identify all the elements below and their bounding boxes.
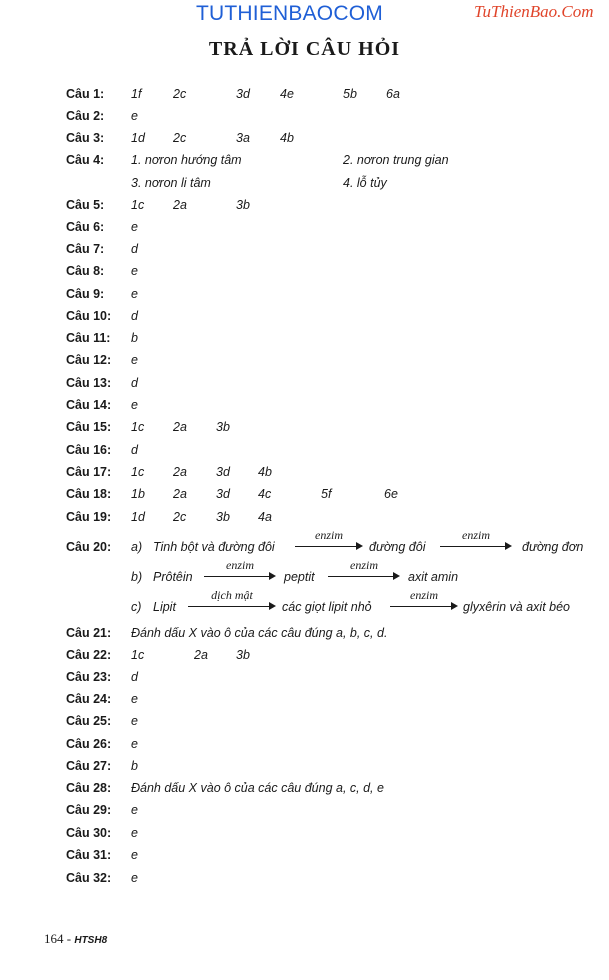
question-label: Câu 4: [66, 153, 105, 167]
question-label: Câu 21: [66, 626, 112, 640]
answer: 5f [321, 487, 332, 501]
answer: Đánh dấu X vào ô của các câu đúng a, c, d, e [131, 781, 384, 795]
question-row [0, 398, 609, 418]
answer: 4e [280, 87, 294, 101]
answer: 5b [343, 87, 357, 101]
q20c-mid: các giọt lipit nhỏ [282, 600, 372, 614]
page-title: TRẢ LỜI CÂU HỎI [208, 38, 401, 60]
answer: 3. nơron li tâm [131, 176, 211, 190]
question-row [0, 264, 609, 284]
answer: 4b [280, 131, 294, 145]
answer: e [131, 692, 138, 706]
answer: Đánh dấu X vào ô của các câu đúng a, b, c, d. [131, 626, 388, 640]
q20a-arrow2 [440, 528, 512, 552]
answer: 2a [173, 465, 187, 479]
question-label: Câu 24: [66, 692, 112, 706]
answer: e [131, 714, 138, 728]
question-label: Câu 11: [66, 331, 111, 345]
question-row [0, 220, 609, 240]
question-row [0, 781, 609, 801]
answer: e [131, 871, 138, 885]
question-label: Câu 27: [66, 759, 112, 773]
question-label: Câu 26: [66, 737, 112, 751]
q20a-end: đường đơn [522, 540, 584, 554]
answer: e [131, 287, 138, 301]
answer: 2c [173, 87, 187, 101]
question-label: Câu 3: [66, 131, 105, 145]
answer: 6a [386, 87, 400, 101]
question-label: Câu 7: [66, 242, 105, 256]
question-row [0, 331, 609, 351]
question-label: Câu 15: [66, 420, 112, 434]
question-row [0, 714, 609, 734]
answer: 1d [131, 131, 145, 145]
answer: d [131, 443, 138, 457]
answer: 2c [173, 510, 187, 524]
answer: d [131, 376, 138, 390]
question-label: Câu 18: [66, 487, 112, 501]
answer: e [131, 220, 138, 234]
question-label: Câu 17: [66, 465, 112, 479]
q20a-start: Tinh bột và đường đôi [153, 540, 275, 554]
answer: d [131, 309, 138, 323]
answer: 4. lỗ tủy [343, 176, 387, 190]
question-row [0, 242, 609, 262]
answer: 3d [216, 465, 230, 479]
answer: 6e [384, 487, 398, 501]
answer: e [131, 264, 138, 278]
watermark-right: TuThienBao.Com [474, 2, 594, 21]
answer: 1f [131, 87, 142, 101]
answer: 2a [173, 198, 187, 212]
question-label: Câu 29: [66, 803, 112, 817]
question-label: Câu 8: [66, 264, 105, 278]
question-row [0, 376, 609, 396]
q20c-arrow1 [188, 588, 276, 612]
question-row [0, 826, 609, 846]
question-row [0, 443, 609, 463]
question-label: Câu 14: [66, 398, 112, 412]
question-label: Câu 2: [66, 109, 105, 123]
question-label: Câu 10: [66, 309, 112, 323]
answer: e [131, 848, 138, 862]
q20b-start: Prôtêin [153, 570, 193, 584]
question-label: Câu 30: [66, 826, 112, 840]
answer: e [131, 109, 138, 123]
answer: 1c [131, 465, 145, 479]
question-row [0, 109, 609, 129]
answer: 3b [216, 420, 230, 434]
question-row [0, 648, 609, 668]
q20c-arrow2-label: enzim [410, 588, 438, 602]
page-footer [44, 931, 107, 947]
answer: 2a [194, 648, 208, 662]
question-row [0, 759, 609, 779]
answer: e [131, 803, 138, 817]
answer: 3b [216, 510, 230, 524]
question-row [0, 87, 609, 107]
question-label: Câu 13: [66, 376, 112, 390]
question-row [0, 131, 609, 151]
q20a-arrow2-label: enzim [462, 528, 490, 542]
question-label: Câu 28: [66, 781, 112, 795]
q20c-end: glyxêrin và axit béo [463, 600, 571, 614]
q20a-arrow1-label: enzim [315, 528, 343, 542]
answer: 4b [258, 465, 272, 479]
q20c-start: Lipit [153, 600, 176, 614]
q20c-arrow2 [390, 588, 458, 612]
answer: 3b [236, 198, 250, 212]
question-row [0, 803, 609, 823]
question-label: Câu 12: [66, 353, 112, 367]
question-row [0, 487, 609, 507]
answer: b [131, 331, 138, 345]
q20b-arrow1-label: enzim [226, 558, 254, 572]
q20a-prefix: a) [131, 540, 143, 554]
question-label: Câu 6: [66, 220, 105, 234]
question-row [0, 510, 609, 530]
question-row [0, 287, 609, 307]
answer: 1c [131, 198, 145, 212]
answer: 4a [258, 510, 272, 524]
answer: b [131, 759, 138, 773]
question-row [0, 737, 609, 757]
answer: 2a [173, 487, 187, 501]
question-label: Câu 32: [66, 871, 112, 885]
page-number: 164 - [44, 931, 72, 946]
watermark-left: TUTHIENBAOCOM [196, 2, 383, 25]
answer: d [131, 242, 138, 256]
answer: 3a [236, 131, 250, 145]
answer: 2c [173, 131, 187, 145]
q20a-arrow1 [295, 528, 363, 552]
q20b-arrow2 [328, 558, 400, 582]
question-row [0, 670, 609, 690]
answer: e [131, 737, 138, 751]
q20b-mid: peptit [284, 570, 315, 584]
q20a-mid: đường đôi [369, 540, 426, 554]
answer: 3b [236, 648, 250, 662]
question-row [0, 465, 609, 485]
question-row [0, 871, 609, 891]
answer: 4c [258, 487, 272, 501]
answer: 1c [131, 420, 145, 434]
answer: 1d [131, 510, 145, 524]
question-row [0, 153, 609, 173]
book-code: HTSH8 [74, 935, 108, 946]
question-label: Câu 23: [66, 670, 112, 684]
answer: e [131, 353, 138, 367]
q20b-end: axit amin [408, 570, 459, 584]
answer: e [131, 398, 138, 412]
question-row [0, 309, 609, 329]
answer: 2a [173, 420, 187, 434]
q20b-prefix: b) [131, 570, 143, 584]
question-row [0, 626, 609, 646]
answer: 1b [131, 487, 145, 501]
question-label: Câu 5: [66, 198, 105, 212]
question-row [0, 198, 609, 218]
question-label: Câu 31: [66, 848, 112, 862]
answer: 2. nơron trung gian [343, 153, 449, 167]
question-row [0, 353, 609, 373]
question-label: Câu 9: [66, 287, 105, 301]
question-label: Câu 25: [66, 714, 112, 728]
question-row [0, 848, 609, 868]
answer: d [131, 670, 138, 684]
question-label: Câu 22: [66, 648, 112, 662]
q20b-arrow1 [204, 558, 276, 582]
answer: 1c [131, 648, 145, 662]
answer: e [131, 826, 138, 840]
q20b-arrow2-label: enzim [350, 558, 378, 572]
question-row [0, 176, 609, 196]
q20c-prefix: c) [131, 600, 142, 614]
question-row [0, 692, 609, 712]
q20c-arrow1-label: dịch mật [211, 588, 253, 602]
answer: 3d [216, 487, 230, 501]
question-label: Câu 16: [66, 443, 112, 457]
answer: 1. nơron hướng tâm [131, 153, 242, 167]
answer: 3d [236, 87, 250, 101]
question-label: Câu 19: [66, 510, 112, 524]
question-row [0, 420, 609, 440]
question-label: Câu 20: [66, 540, 112, 554]
question-label: Câu 1: [66, 87, 105, 101]
